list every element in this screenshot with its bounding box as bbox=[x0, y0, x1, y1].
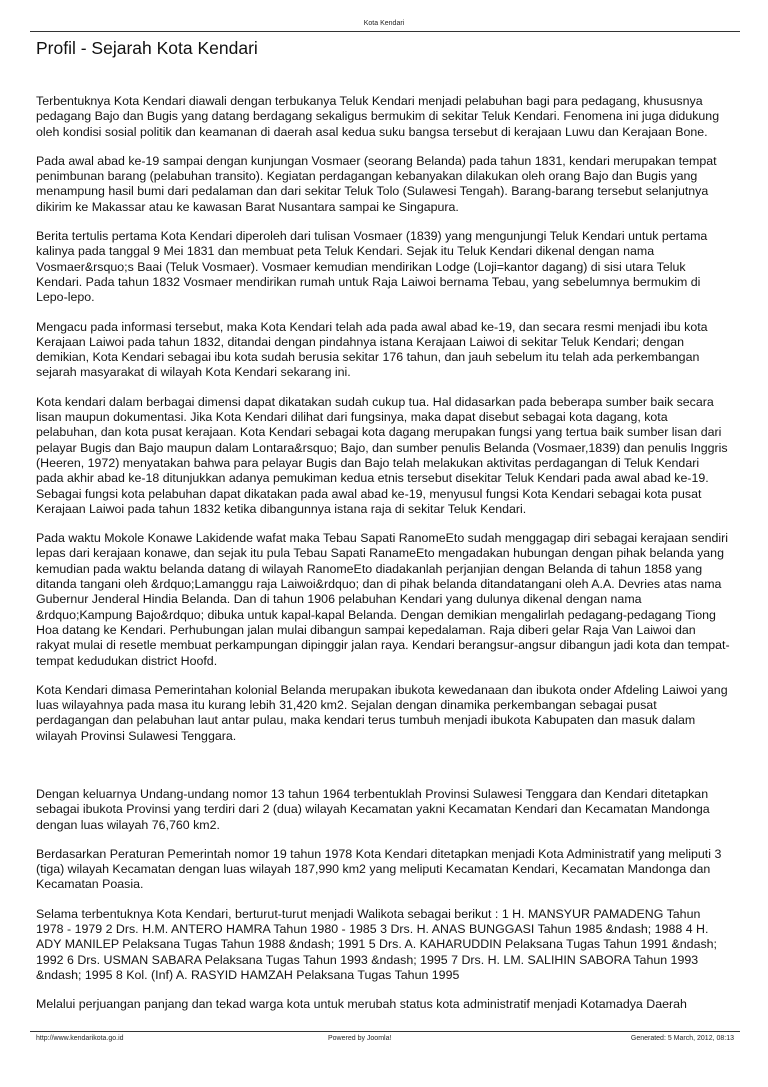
paragraph: Terbentuknya Kota Kendari diawali dengan terbukanya Teluk Kendari menjadi pelabuhan bagi para pedagang, khususnya pedagang Bajo dan Bugis yang datang berdagang sekaligus bermukim di sekitar Teluk Kendari. Fenomena ini juga didukung oleh kondisi sosial politik dan keamanan di daerah asal kedua suku bangsa tersebut di kerajaan Luwu dan Kerajaan Bone. bbox=[36, 94, 720, 139]
header-divider bbox=[30, 31, 740, 32]
paragraph: Selama terbentuknya Kota Kendari, berturut-turut menjadi Walikota sebagai berikut : 1 H. MANSYUR PAMADENG Tahun 1978 - 1979 2 Drs. H.M. ANTERO HAMRA Tahun 1980 - 1985 3 Drs. H. ANAS BUNGGASI Tahun 1985 &ndash; 1988 4 H. ADY MANILEP Pelaksana Tugas Tahun 1988 &ndash; 1991 5 Drs. A. KAHARUDDIN Pelaksana Tugas Tahun 1991 &ndash; 1992 6 Drs. USMAN SABARA Pelaksana Tugas Tahun 1993 &ndash; 1995 7 Drs. H. LM. SALIHIN SABORA Tahun 1993 &ndash; 1995 8 Kol. (Inf) A. RASYID HAMZAH Pelaksana Tugas Tahun 1995 bbox=[36, 906, 717, 982]
paragraph: Dengan keluarnya Undang-undang nomor 13 tahun 1964 terbentuklah Provinsi Sulawesi Tenggara dan Kendari ditetapkan sebagai ibukota Provinsi yang terdiri dari 2 (dua) wilayah Kecamatan yakni Kecamatan Kendari dan Kecamatan Mandonga dengan luas wilayah 76,760 km2. bbox=[36, 786, 710, 832]
page-title: Profil - Sejarah Kota Kendari bbox=[36, 38, 258, 58]
paragraph: Melalui perjuangan panjang dan tekad warga kota untuk merubah status kota administratif menjadi Kotamadya Daerah bbox=[36, 997, 687, 1012]
footer-divider bbox=[30, 1031, 740, 1032]
article-body bbox=[36, 94, 730, 1027]
running-header: Kota Kendari bbox=[363, 20, 405, 27]
paragraph: Berita tertulis pertama Kota Kendari diperoleh dari tulisan Vosmaer (1839) yang mengunjungi Teluk Kendari untuk pertama kalinya pada tanggal 9 Mei 1831 dan membuat peta Teluk Kendari. Sejak itu Teluk Kendari dikenal dengan nama Vosmaer&rsquo;s Baai (Teluk Vosmaer). Vosmaer kemudian mendirikan Lodge (Loji=kantor dagang) di sisi utara Teluk Kendari. Pada tahun 1832 Vosmaer mendirikan rumah untuk Raja Laiwoi bernama Tebau, yang sebelumnya bermukim di Lepo-lepo. bbox=[36, 229, 708, 305]
footer-powered-by: Powered by Joomla! bbox=[328, 1035, 392, 1042]
paragraph: Kota kendari dalam berbagai dimensi dapat dikatakan sudah cukup tua. Hal didasarkan pada beberapa sumber baik secara lisan maupun dokumentasi. Jika Kota Kendari dilihat dari fungsinya, maka dapat disebut sebagai kota dagang, kota pelabuhan, dan kota pusat kerajaan. Kota Kendari sebagai kota dagang merupakan fungsi yang tertua baik sumber lisan dari pelayar Bugis dan Bajo maupun dalam Lontara&rsquo; Bajo, dan sumber penulis Belanda (Vosmaer,1839) dan penulis Inggris (Heeren, 1972) menyatakan bahwa para pelayar Bugis dan Bajo telah melakukan aktivitas perdagangan di Teluk Kendari pada akhir abad ke-18 ditunjukkan adanya pemukiman kedua etnis tersebut disekitar Teluk Kendari pada awal abad ke-19. Sebagai fungsi kota pelabuhan dapat dikatakan pada awal abad ke-19, menyusul fungsi Kota Kendari sebagai kota pusat Kerajaan Laiwoi pada tahun 1832 ketika dibangunnya istana raja di sekitar Teluk Kendari. bbox=[36, 394, 728, 516]
paragraph: Kota Kendari dimasa Pemerintahan kolonial Belanda merupakan ibukota kewedanaan dan ibukota onder Afdeling Laiwoi yang luas wilayahnya pada masa itu kurang lebih 31,420 km2. Sejalan dengan dinamika perkembangan sebagai pusat perdagangan dan pelabuhan laut antar pulau, maka kendari terus tumbuh menjadi ibukota Kabupaten dan masuk dalam wilayah Provinsi Sulawesi Tenggara. bbox=[36, 682, 728, 743]
paragraph: Berdasarkan Peraturan Pemerintah nomor 19 tahun 1978 Kota Kendari ditetapkan menjadi Kota Administratif yang meliputi 3 (tiga) wilayah Kecamatan dengan luas wilayah 187,990 km2 yang meliputi Kecamatan Kendari, Kecamatan Mandonga dan Kecamatan Poasia. bbox=[36, 846, 722, 892]
footer-url-link[interactable]: http://www.kendarikota.go.id bbox=[36, 1035, 124, 1042]
footer-generated-date: Generated: 5 March, 2012, 08:13 bbox=[630, 1035, 734, 1042]
page-footer bbox=[36, 1035, 734, 1045]
paragraph: Mengacu pada informasi tersebut, maka Kota Kendari telah ada pada awal abad ke-19, dan secara resmi menjadi ibu kota Kerajaan Laiwoi pada tahun 1832, ditandai dengan pindahnya istana Kerajaan Laiwoi di sekitar Teluk Kendari; dengan demikian, Kota Kendari sebagai ibu kota sudah berusia sekitar 176 tahun, dan jauh sebelum itu telah ada perkembangan sejarah masyarakat di wilayah Kota Kendari sekarang ini. bbox=[36, 319, 708, 380]
paragraph: Pada waktu Mokole Konawe Lakidende wafat maka Tebau Sapati RanomeEto sudah menggagap diri sebagai kerajaan sendiri lepas dari kerajaan konawe, dan sejak itu pula Tebau Sapati RanameEto mengadakan hubungan dengan pihak belanda yang kemudian pada waktu belanda datang di wilayah RanomeEto diadakanlah perjanjian dengan Belanda di tahun 1858 yang ditanda tangani oleh &rdquo;Lamanggu raja Laiwoi&rdquo; dan di pihak belanda ditandatangani oleh A.A. Devries atas nama Gubernur Jenderal Hindia Belanda. Dan di tahun 1906 pelabuhan Kendari yang dulunya dikenal dengan nama &rdquo;Kampung Bajo&rdquo; dibuka untuk kapal-kapal Belanda. Dengan demikian mengalirlah pedagang-pedagang Tiong Hoa datang ke Kendari. Perhubungan jalan mulai dibangun sampai kepedalaman. Raja diberi gelar Raja Van Laiwoi dan rakyat mulai di resetle membuat perkampungan dipinggir jalan raya. Kendari berangsur-angsur dibangun jadi kota dan tempat-tempat kedudukan district Hoofd. bbox=[36, 531, 730, 668]
paragraph: Pada awal abad ke-19 sampai dengan kunjungan Vosmaer (seorang Belanda) pada tahun 1831, kendari merupakan tempat penimbunan barang (pelabuhan transito). Kegiatan perdagangan kebanyakan dilakukan oleh orang Bajo dan Bugis yang menampung hasil bumi dari pedalaman dan dari sekitar Teluk Tolo (Sulawesi Tengah). Barang-barang tersebut selanjutnya dikirim ke Makassar atau ke kawasan Barat Nusantara sampai ke Singapura. bbox=[36, 153, 717, 214]
